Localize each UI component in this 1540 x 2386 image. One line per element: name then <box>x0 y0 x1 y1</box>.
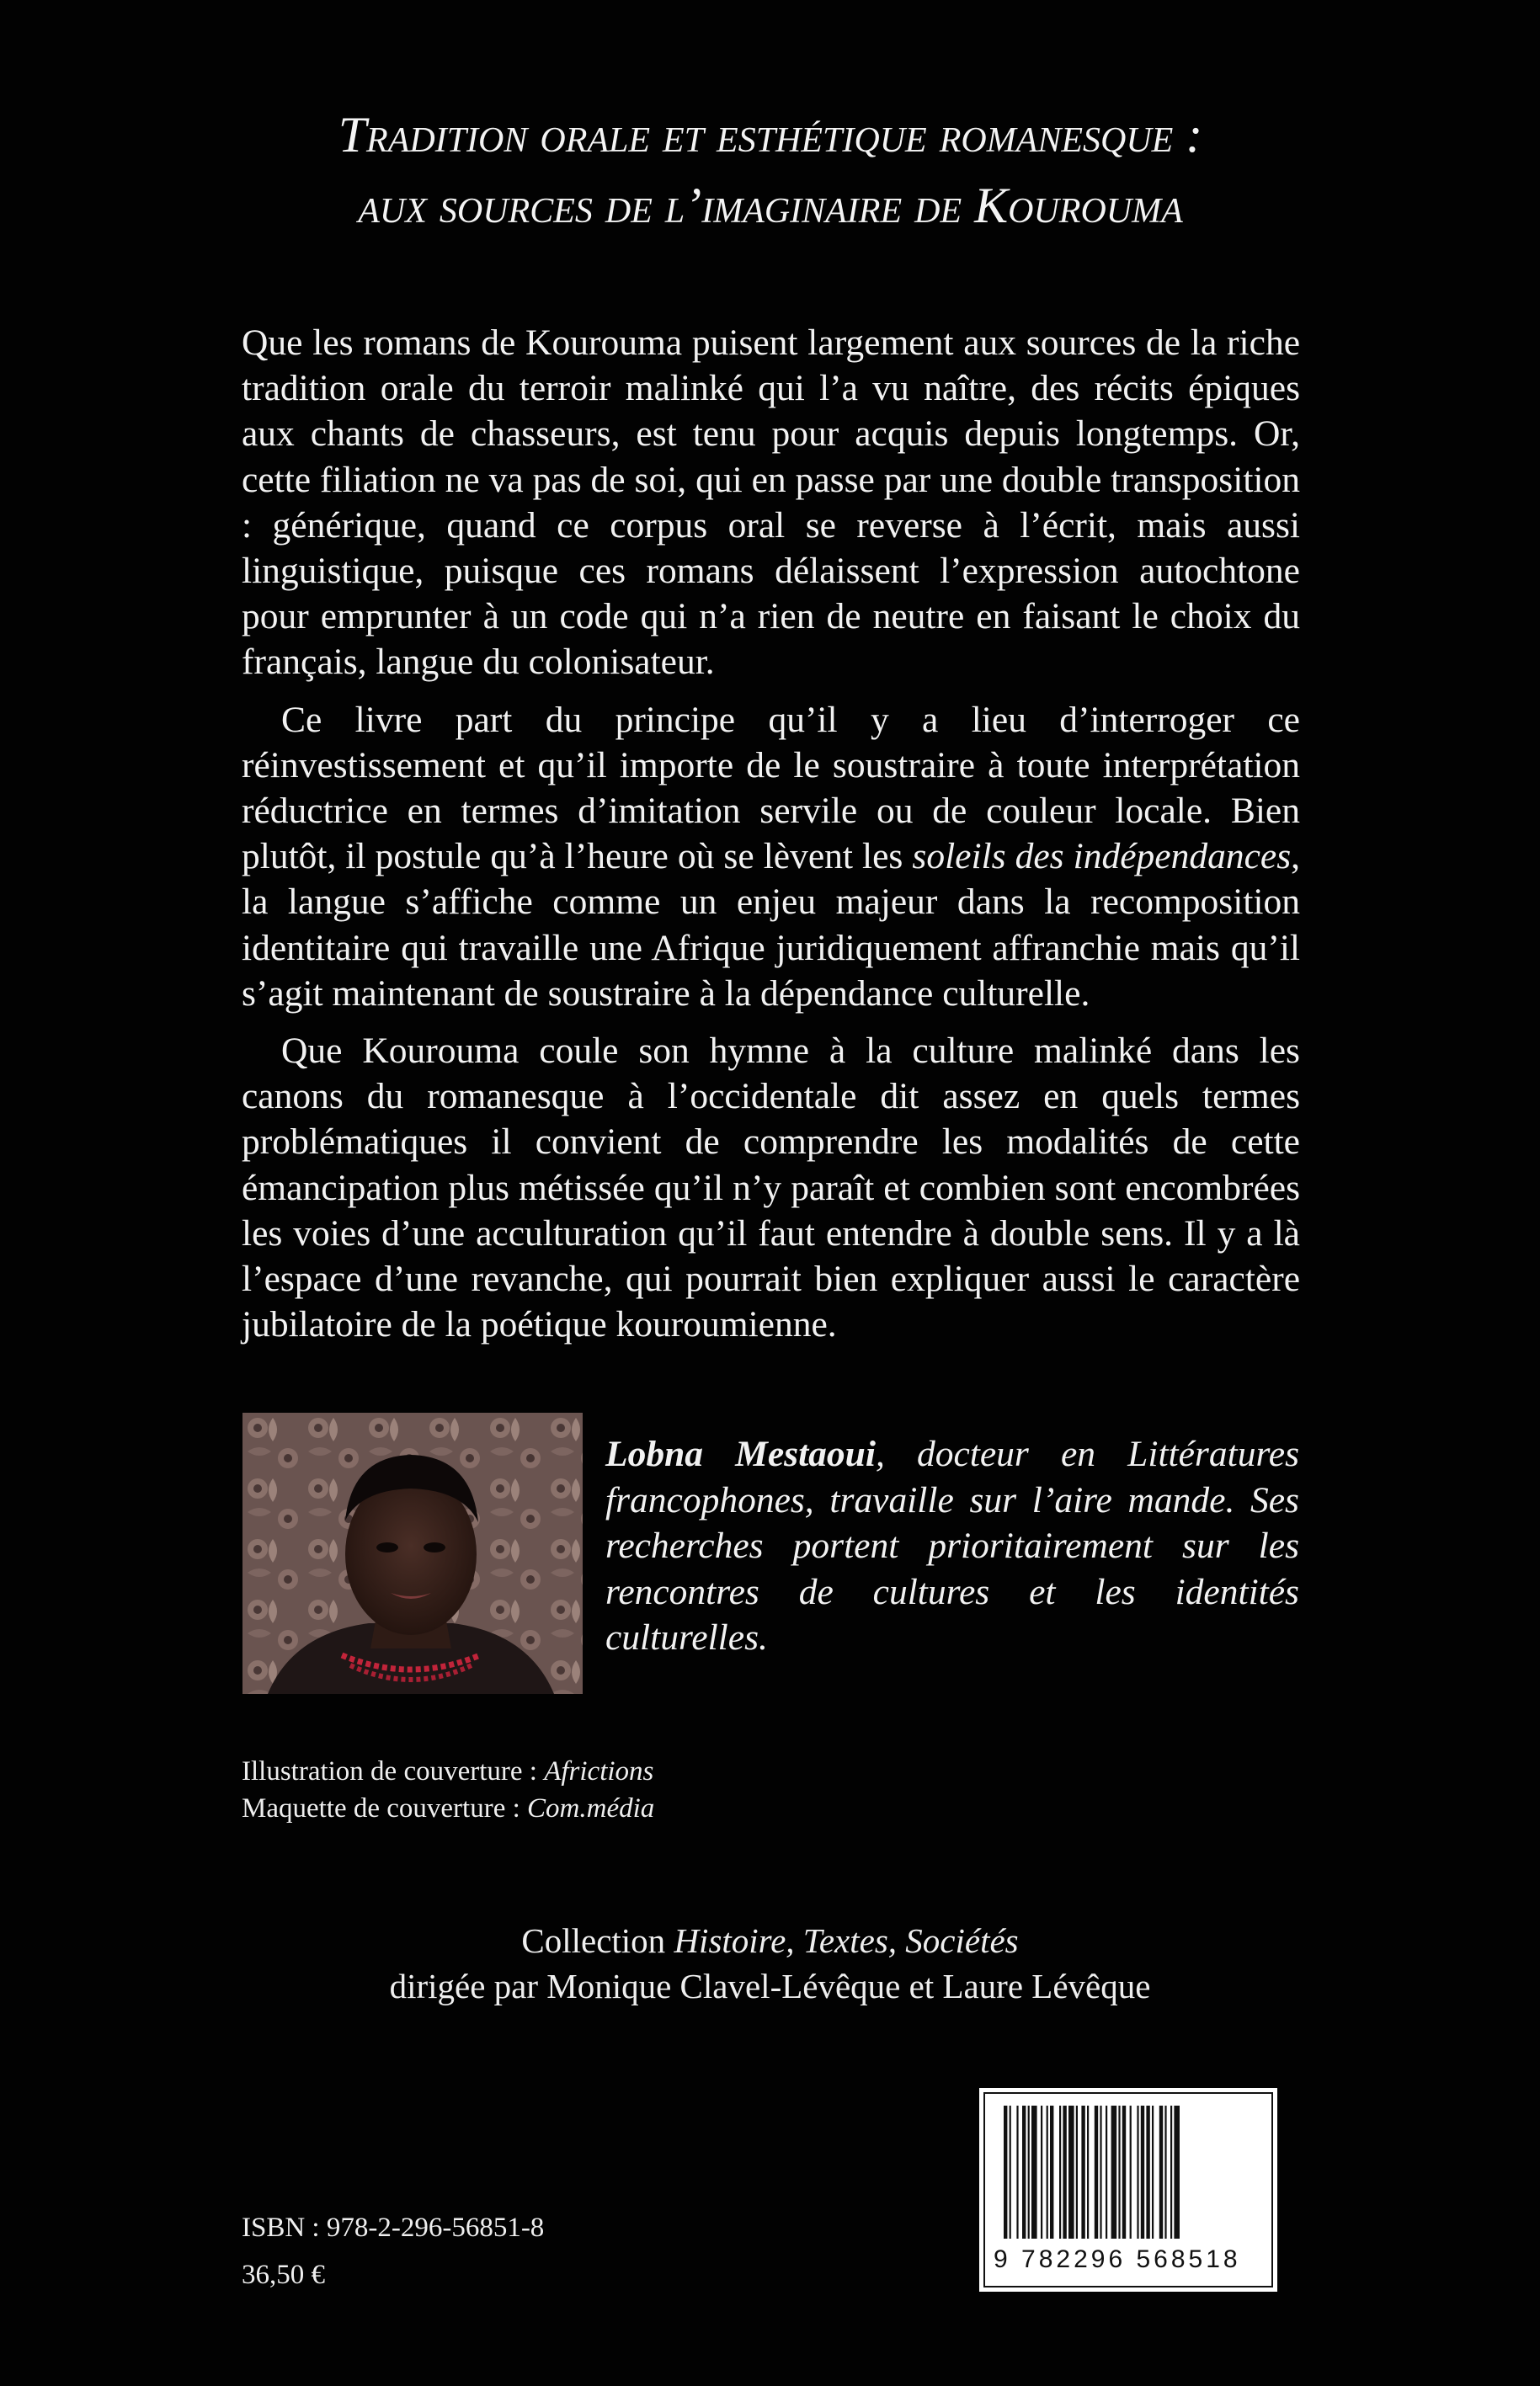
collection-info <box>253 1918 1287 2009</box>
isbn-number: ISBN : 978-2-296-56851-8 <box>242 2213 545 2243</box>
maquette-label: Maquette de couverture : <box>242 1793 528 1824</box>
blurb-p2-italic: soleils des indépendances <box>912 836 1292 877</box>
author-bio <box>605 1431 1299 1661</box>
book-title <box>126 99 1415 241</box>
blurb-paragraph-3: Que Kourouma coule son hymne à la culture malinké dans les canons du romanesque à l’occidentale dit assez en quels termes problématiques il convient de comprendre les modalités de cette émancipation plus métissée qu’il n’y paraît et combien sont encombrées les voies d’une acculturation qu’il faut entendre à double sens. Il y a là l’espace d’une revanche, qui pourrait bien expliquer aussi le caractère jubilatoire de la poétique kouroumienne. <box>242 1031 1300 1345</box>
author-bio-text: , docteur en Littératures francophones, travaille sur l’aire mande. Ses recherches portent prioritairement sur les rencontres de cultures et les identités culturelles. <box>605 1434 1299 1658</box>
collection-directors: dirigée par Monique Clavel-Lévêque et Laure Lévêque <box>389 1967 1151 2005</box>
illustration-value: Africtions <box>544 1756 654 1787</box>
collection-name: Histoire, Textes, Sociétés <box>674 1921 1019 1960</box>
collection-prefix: Collection <box>521 1921 674 1960</box>
blurb <box>242 320 1300 1359</box>
blurb-paragraph-1: Que les romans de Kourouma puisent largement aux sources de la riche tradition orale du terroir malinké qui l’a vu naître, des récits épiques aux chants de chasseurs, est tenu pour acquis depuis longtemps. Or, cette filiation ne va pas de soi, qui en passe par une double transposition : générique, quand ce corpus oral se reverse à l’écrit, mais aussi linguistique, puisque ces romans délaissent l’expression autochtone pour emprunter à un code qui n’a rien de neutre en faisant le choix du français, langue du colonisateur. <box>242 322 1300 683</box>
barcode-digits: 9 782296 568518 <box>994 2245 1241 2273</box>
cover-credits <box>242 1753 999 1827</box>
isbn-block <box>242 2204 663 2298</box>
maquette-value: Com.média <box>527 1793 655 1824</box>
title-line-2: aux sources de l’imaginaire de Kourouma <box>358 178 1183 233</box>
blurb-p2-start: Ce livre part du principe qu’il y a lieu d’interroger ce réinvestissement et qu’il importe de le soustraire à toute interprétation réductrice en termes d’imitation servile ou de couleur locale. Bien plutôt, il postule qu’à l’heure où se lèvent les <box>242 699 1300 877</box>
title-line-1: Tradition orale et esthétique romanesque : <box>338 107 1203 162</box>
author-name: Lobna Mestaoui <box>605 1434 876 1474</box>
illustration-label: Illustration de couverture : <box>242 1756 545 1787</box>
barcode <box>979 2088 1277 2292</box>
barcode-bars <box>985 2094 1271 2241</box>
blurb-paragraph-2 <box>242 697 1300 1016</box>
price: 36,50 € <box>242 2260 325 2290</box>
blurb-p2-end: , la langue s’affiche comme un enjeu majeur dans la recomposition identitaire qui travaille une Afrique juridiquement affranchie mais qu’il s’agit maintenant de soustraire à la dépendance culturelle. <box>242 836 1300 1014</box>
maquette-credit <box>242 1790 999 1827</box>
illustration-credit <box>242 1753 999 1790</box>
collection-line <box>253 1918 1287 1963</box>
author-photo <box>242 1413 583 1694</box>
barcode-frame <box>983 2092 1273 2287</box>
